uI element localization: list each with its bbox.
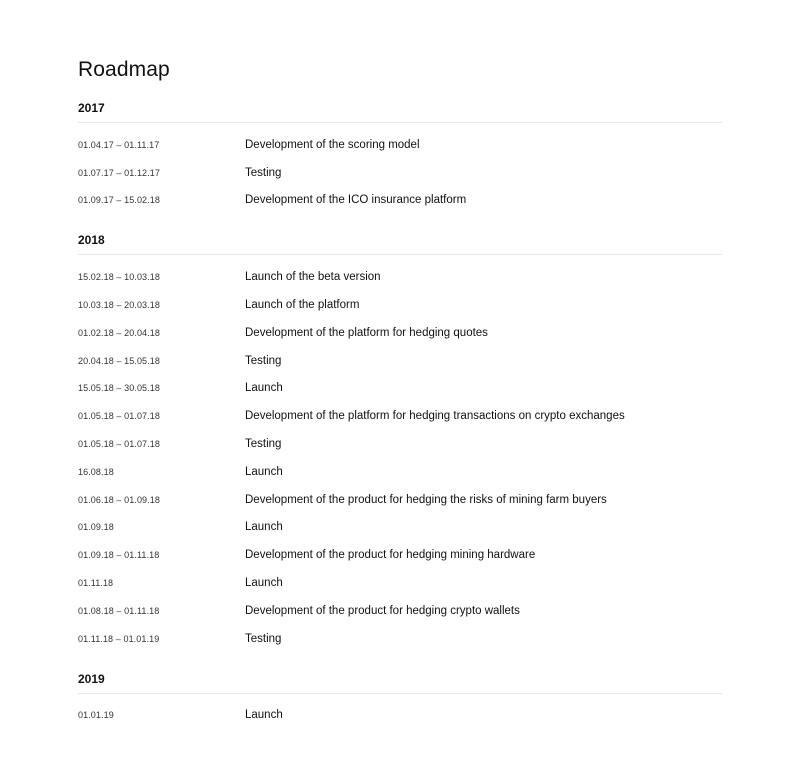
milestone-date: 01.09.17 – 15.02.18 (78, 195, 160, 206)
milestone-date: 01.08.18 – 01.11.18 (78, 605, 160, 616)
milestone-row (78, 291, 722, 319)
milestone-row (78, 514, 722, 542)
milestone-row (78, 569, 722, 597)
year-section-2019 (78, 671, 722, 730)
milestone-date: 01.01.19 (78, 710, 114, 721)
milestone-task: Development of the product for hedging crypto wallets (245, 604, 520, 617)
milestone-row (78, 319, 722, 347)
milestone-row (78, 458, 722, 486)
milestone-row (78, 347, 722, 375)
milestone-task: Launch (245, 577, 283, 590)
year-heading: 2019 (78, 671, 722, 694)
milestone-date: 01.11.18 – 01.01.19 (78, 633, 160, 644)
milestone-row (78, 430, 722, 458)
milestone-task: Launch (245, 709, 283, 722)
milestone-task: Launch of the beta version (245, 271, 381, 284)
milestone-date: 01.07.17 – 01.12.17 (78, 167, 160, 178)
milestone-row (78, 702, 722, 730)
milestone-row (78, 486, 722, 514)
milestone-task: Testing (245, 354, 282, 367)
milestone-task: Development of the platform for hedging quotes (245, 326, 488, 339)
milestone-task: Launch of the platform (245, 299, 360, 312)
milestone-row (78, 375, 722, 403)
milestone-task: Testing (245, 166, 282, 179)
milestone-date: 15.05.18 – 30.05.18 (78, 383, 160, 394)
milestone-row (78, 597, 722, 625)
milestone-list (78, 131, 722, 214)
milestone-row (78, 402, 722, 430)
milestone-task: Development of the scoring model (245, 138, 420, 151)
milestone-row (78, 263, 722, 291)
milestone-date: 01.02.18 – 20.04.18 (78, 327, 160, 338)
milestone-date: 01.09.18 (78, 522, 114, 533)
milestone-date: 15.02.18 – 10.03.18 (78, 272, 160, 283)
milestone-date: 16.08.18 (78, 466, 114, 477)
milestone-list (78, 263, 722, 652)
milestone-task: Testing (245, 632, 282, 645)
year-section-2017 (78, 100, 722, 214)
milestone-list (78, 702, 722, 730)
milestone-task: Development of the platform for hedging transactions on crypto exchanges (245, 410, 625, 423)
milestone-date: 01.11.18 (78, 578, 114, 589)
milestone-task: Development of the product for hedging mining hardware (245, 549, 536, 562)
milestone-task: Launch (245, 521, 283, 534)
milestone-date: 01.05.18 – 01.07.18 (78, 411, 160, 422)
milestone-date: 01.06.18 – 01.09.18 (78, 494, 160, 505)
milestone-task: Development of the product for hedging the risks of mining farm buyers (245, 493, 607, 506)
milestone-date: 01.09.18 – 01.11.18 (78, 550, 160, 561)
milestone-row (78, 159, 722, 187)
milestone-row (78, 625, 722, 653)
year-section-2018 (78, 232, 722, 652)
milestone-row (78, 187, 722, 215)
roadmap-page (78, 56, 722, 729)
milestone-task: Launch (245, 382, 283, 395)
milestone-row (78, 131, 722, 159)
milestone-date: 10.03.18 – 20.03.18 (78, 300, 160, 311)
year-heading: 2018 (78, 232, 722, 255)
milestone-date: 20.04.18 – 15.05.18 (78, 355, 160, 366)
milestone-task: Launch (245, 465, 283, 478)
milestone-date: 01.05.18 – 01.07.18 (78, 439, 160, 450)
page-title: Roadmap (78, 58, 170, 81)
milestone-task: Development of the ICO insurance platform (245, 194, 467, 207)
year-heading: 2017 (78, 100, 722, 123)
milestone-date: 01.04.17 – 01.11.17 (78, 139, 160, 150)
milestone-task: Testing (245, 438, 282, 451)
milestone-row (78, 541, 722, 569)
